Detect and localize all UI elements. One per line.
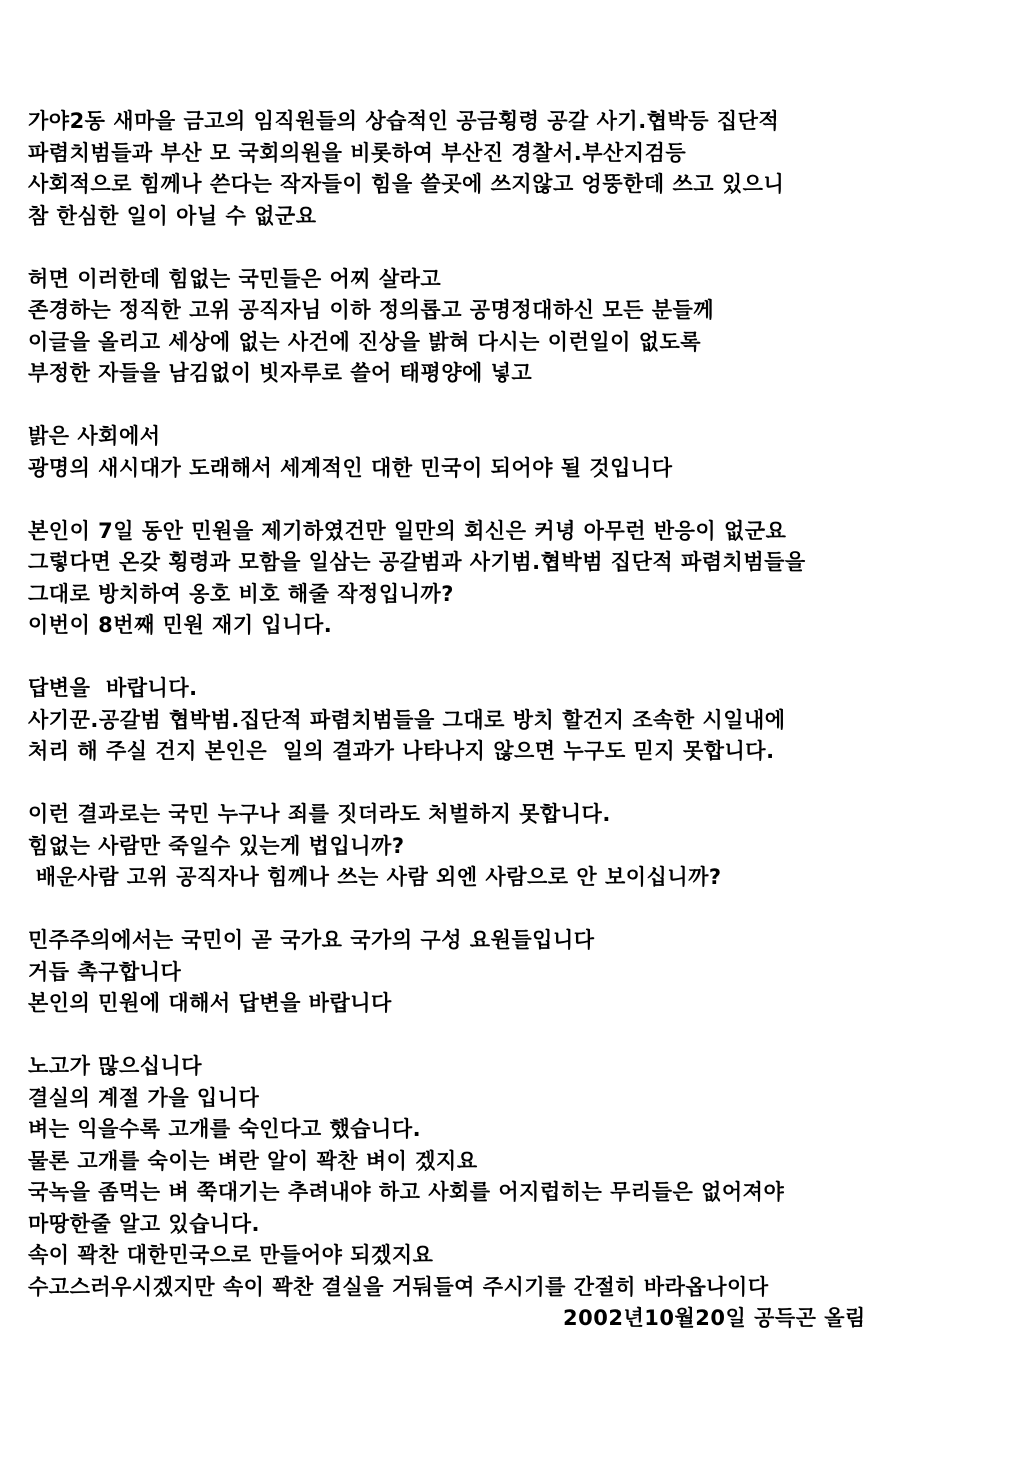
paragraph-gap xyxy=(28,768,1008,800)
paragraph xyxy=(28,106,1008,232)
paragraph xyxy=(28,673,1008,768)
text-line: 이글을 올리고 세상에 없는 사건에 진상을 밝혀 다시는 이런일이 없도록 xyxy=(28,329,702,354)
text-line: 속이 꽉찬 대한민국으로 만들어야 되겠지요 xyxy=(28,1243,434,1267)
text-line: 사회적으로 힘께나 쓴다는 작자들이 힘을 쓸곳에 쓰지않고 엉뚱한데 쓰고 있으니 xyxy=(28,172,785,196)
text-line: 국녹을 좀먹는 벼 쭉대기는 추려내야 하고 사회를 어지럽히는 무리들은 없어져야 xyxy=(28,1180,785,1204)
paragraph xyxy=(28,799,1008,894)
text-line: 본인의 민원에 대해서 답변을 바랍니다 xyxy=(28,991,392,1015)
text-line: 참 한심한 일이 아닐 수 없군요 xyxy=(28,203,317,228)
letter-body xyxy=(28,106,1008,1335)
text-line: 민주주의에서는 국민이 곧 국가요 국가의 구성 요원들입니다 xyxy=(28,928,595,952)
text-line: 이런 결과로는 국민 누구나 죄를 짓더라도 처벌하지 못합니다. xyxy=(28,802,611,826)
paragraph-gap xyxy=(28,390,1008,422)
text-line: 존경하는 정직한 고위 공직자님 이하 정의롭고 공명정대하신 모든 분들께 xyxy=(28,298,715,322)
paragraph xyxy=(28,421,1008,484)
text-line: 그렇다면 온갖 횡령과 모함을 일삼는 공갈범과 사기범.협박범 집단적 파렴치범들을 xyxy=(28,550,806,574)
paragraph xyxy=(28,516,1008,642)
text-line: 답변을 바랍니다. xyxy=(28,676,198,700)
text-line: 마땅한줄 알고 있습니다. xyxy=(28,1211,260,1236)
text-line: 허면 이러한데 힘없는 국민들은 어찌 살라고 xyxy=(28,266,442,291)
text-line: 벼는 익을수록 고개를 숙인다고 했습니다. xyxy=(28,1117,422,1141)
text-line: 본인이 7일 동안 민원을 제기하였건만 일만의 회신은 커녕 아무런 반응이 없군요 xyxy=(28,518,787,543)
paragraph-gap xyxy=(28,484,1008,516)
paragraph-gap xyxy=(28,894,1008,926)
paragraph xyxy=(28,264,1008,390)
text-line: 노고가 많으십니다 xyxy=(28,1054,203,1078)
text-line: 광명의 새시대가 도래해서 세계적인 대한 민국이 되어야 될 것입니다 xyxy=(28,455,673,480)
text-line: 사기꾼.공갈범 협박범.집단적 파렴치범들을 그대로 방치 할건지 조속한 시일내에 xyxy=(28,707,786,732)
paragraph xyxy=(28,1051,1008,1303)
text-line: 이번이 8번째 민원 재기 입니다. xyxy=(28,613,333,637)
text-line: 수고스러우시겠지만 속이 꽉찬 결실을 거둬들여 주시기를 간절히 바라옵나이다 xyxy=(28,1274,769,1299)
text-line: 파렴치범들과 부산 모 국회의원을 비롯하여 부산진 경찰서.부산지검등 xyxy=(28,140,687,165)
text-line: 그대로 방치하여 옹호 비호 해줄 작정입니까? xyxy=(28,581,454,606)
text-line: 부정한 자들을 남김없이 빗자루로 쓸어 태평양에 넣고 xyxy=(28,361,533,385)
paragraph xyxy=(28,925,1008,1020)
text-line: 배운사람 고위 공직자나 힘께나 쓰는 사람 외엔 사람으로 안 보이십니까? xyxy=(28,865,722,889)
text-line: 밝은 사회에서 xyxy=(28,424,161,448)
paragraph-gap xyxy=(28,232,1008,264)
text-line: 거듭 촉구합니다 xyxy=(28,959,182,984)
signature-line: 2002년10월20일 공득곤 올림 xyxy=(563,1306,866,1330)
paragraph-gap xyxy=(28,1020,1008,1052)
text-line: 물론 고개를 숙이는 벼란 알이 꽉찬 벼이 겠지요 xyxy=(28,1148,478,1173)
text-line: 가야2동 새마을 금고의 임직원들의 상습적인 공금횡령 공갈 사기.협박등 집단적 xyxy=(28,109,780,133)
text-line: 힘없는 사람만 죽일수 있는게 법입니까? xyxy=(28,833,405,858)
text-line: 처리 해 주실 건지 본인은 일의 결과가 나타나지 않으면 누구도 믿지 못합니다. xyxy=(28,739,775,763)
paragraph-gap xyxy=(28,642,1008,674)
text-line: 결실의 계절 가을 입니다 xyxy=(28,1085,260,1110)
